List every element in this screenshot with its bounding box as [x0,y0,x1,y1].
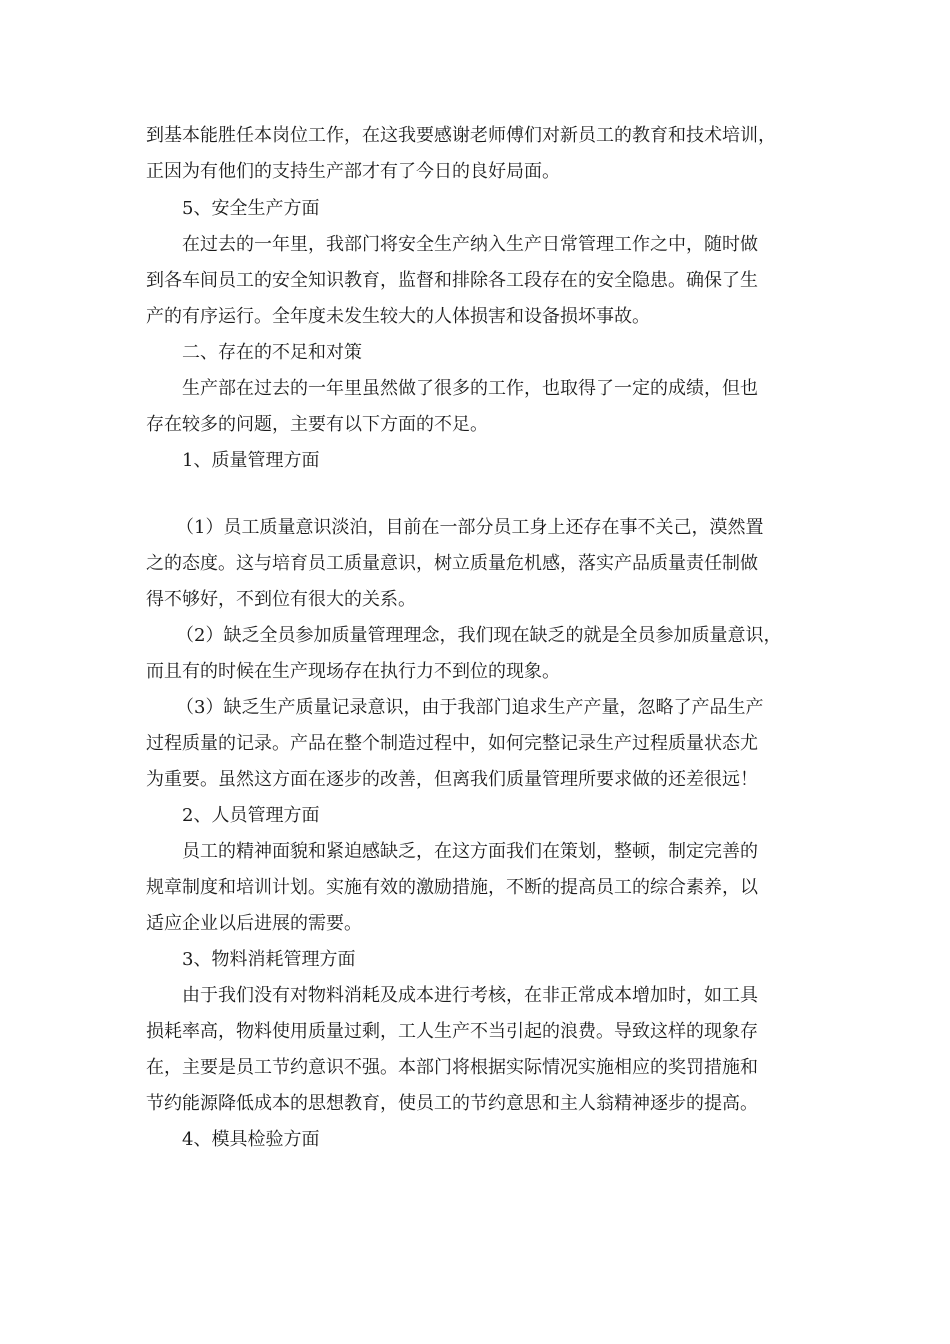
paragraph-line: 员工的精神面貌和紧迫感缺乏，在这方面我们在策划，整顿，制定完善的 [182,841,758,862]
paragraph-line: 在，主要是员工节约意识不强。本部门将根据实际情况实施相应的奖罚措施和 [146,1057,758,1078]
paragraph-line: （2）缺乏全员参加质量管理理念，我们现在缺乏的就是全员参加质量意识， [176,625,782,646]
section-heading: 3、物料消耗管理方面 [182,949,356,970]
paragraph-line: 过程质量的记录。产品在整个制造过程中，如何完整记录生产过程质量状态尤 [146,733,758,754]
section-heading: 2、人员管理方面 [182,805,320,826]
paragraph-line: 由于我们没有对物料消耗及成本进行考核，在非正常成本增加时，如工具 [182,985,758,1006]
paragraph-line: 适应企业以后进展的需要。 [146,913,362,934]
paragraph-line: 生产部在过去的一年里虽然做了很多的工作，也取得了一定的成绩，但也 [182,378,758,399]
paragraph-line: 损耗率高，物料使用质量过剩，工人生产不当引起的浪费。导致这样的现象存 [146,1021,758,1042]
paragraph-line: 规章制度和培训计划。实施有效的激励措施，不断的提高员工的综合素养，以 [146,877,758,898]
section-heading: 二、存在的不足和对策 [182,342,362,363]
section-heading: 4、模具检验方面 [182,1129,320,1150]
paragraph-line: 到基本能胜任本岗位工作，在这我要感谢老师傅们对新员工的教育和技术培训， [146,125,776,146]
paragraph-line: 而且有的时候在生产现场存在执行力不到位的现象。 [146,661,560,682]
paragraph-line: （3）缺乏生产质量记录意识，由于我部门追求生产产量，忽略了产品生产 [176,697,764,718]
section-heading: 5、安全生产方面 [182,198,320,219]
paragraph-line: 存在较多的问题，主要有以下方面的不足。 [146,414,488,435]
paragraph-line: 在过去的一年里，我部门将安全生产纳入生产日常管理工作之中，随时做 [182,234,758,255]
paragraph-line: 到各车间员工的安全知识教育，监督和排除各工段存在的安全隐患。确保了生 [146,270,758,291]
paragraph-line: 为重要。虽然这方面在逐步的改善，但离我们质量管理所要求做的还差很远！ [146,769,758,790]
section-heading: 1、质量管理方面 [182,450,320,471]
paragraph-line: 得不够好，不到位有很大的关系。 [146,589,416,610]
paragraph-line: 正因为有他们的支持生产部才有了今日的良好局面。 [146,161,560,182]
paragraph-line: （1）员工质量意识淡泊，目前在一部分员工身上还存在事不关己，漠然置 [176,517,764,538]
paragraph-line: 之的态度。这与培育员工质量意识，树立质量危机感，落实产品质量责任制做 [146,553,758,574]
paragraph-line: 产的有序运行。全年度未发生较大的人体损害和设备损坏事故。 [146,306,650,327]
paragraph-line: 节约能源降低成本的思想教育，使员工的节约意思和主人翁精神逐步的提高。 [146,1093,758,1114]
